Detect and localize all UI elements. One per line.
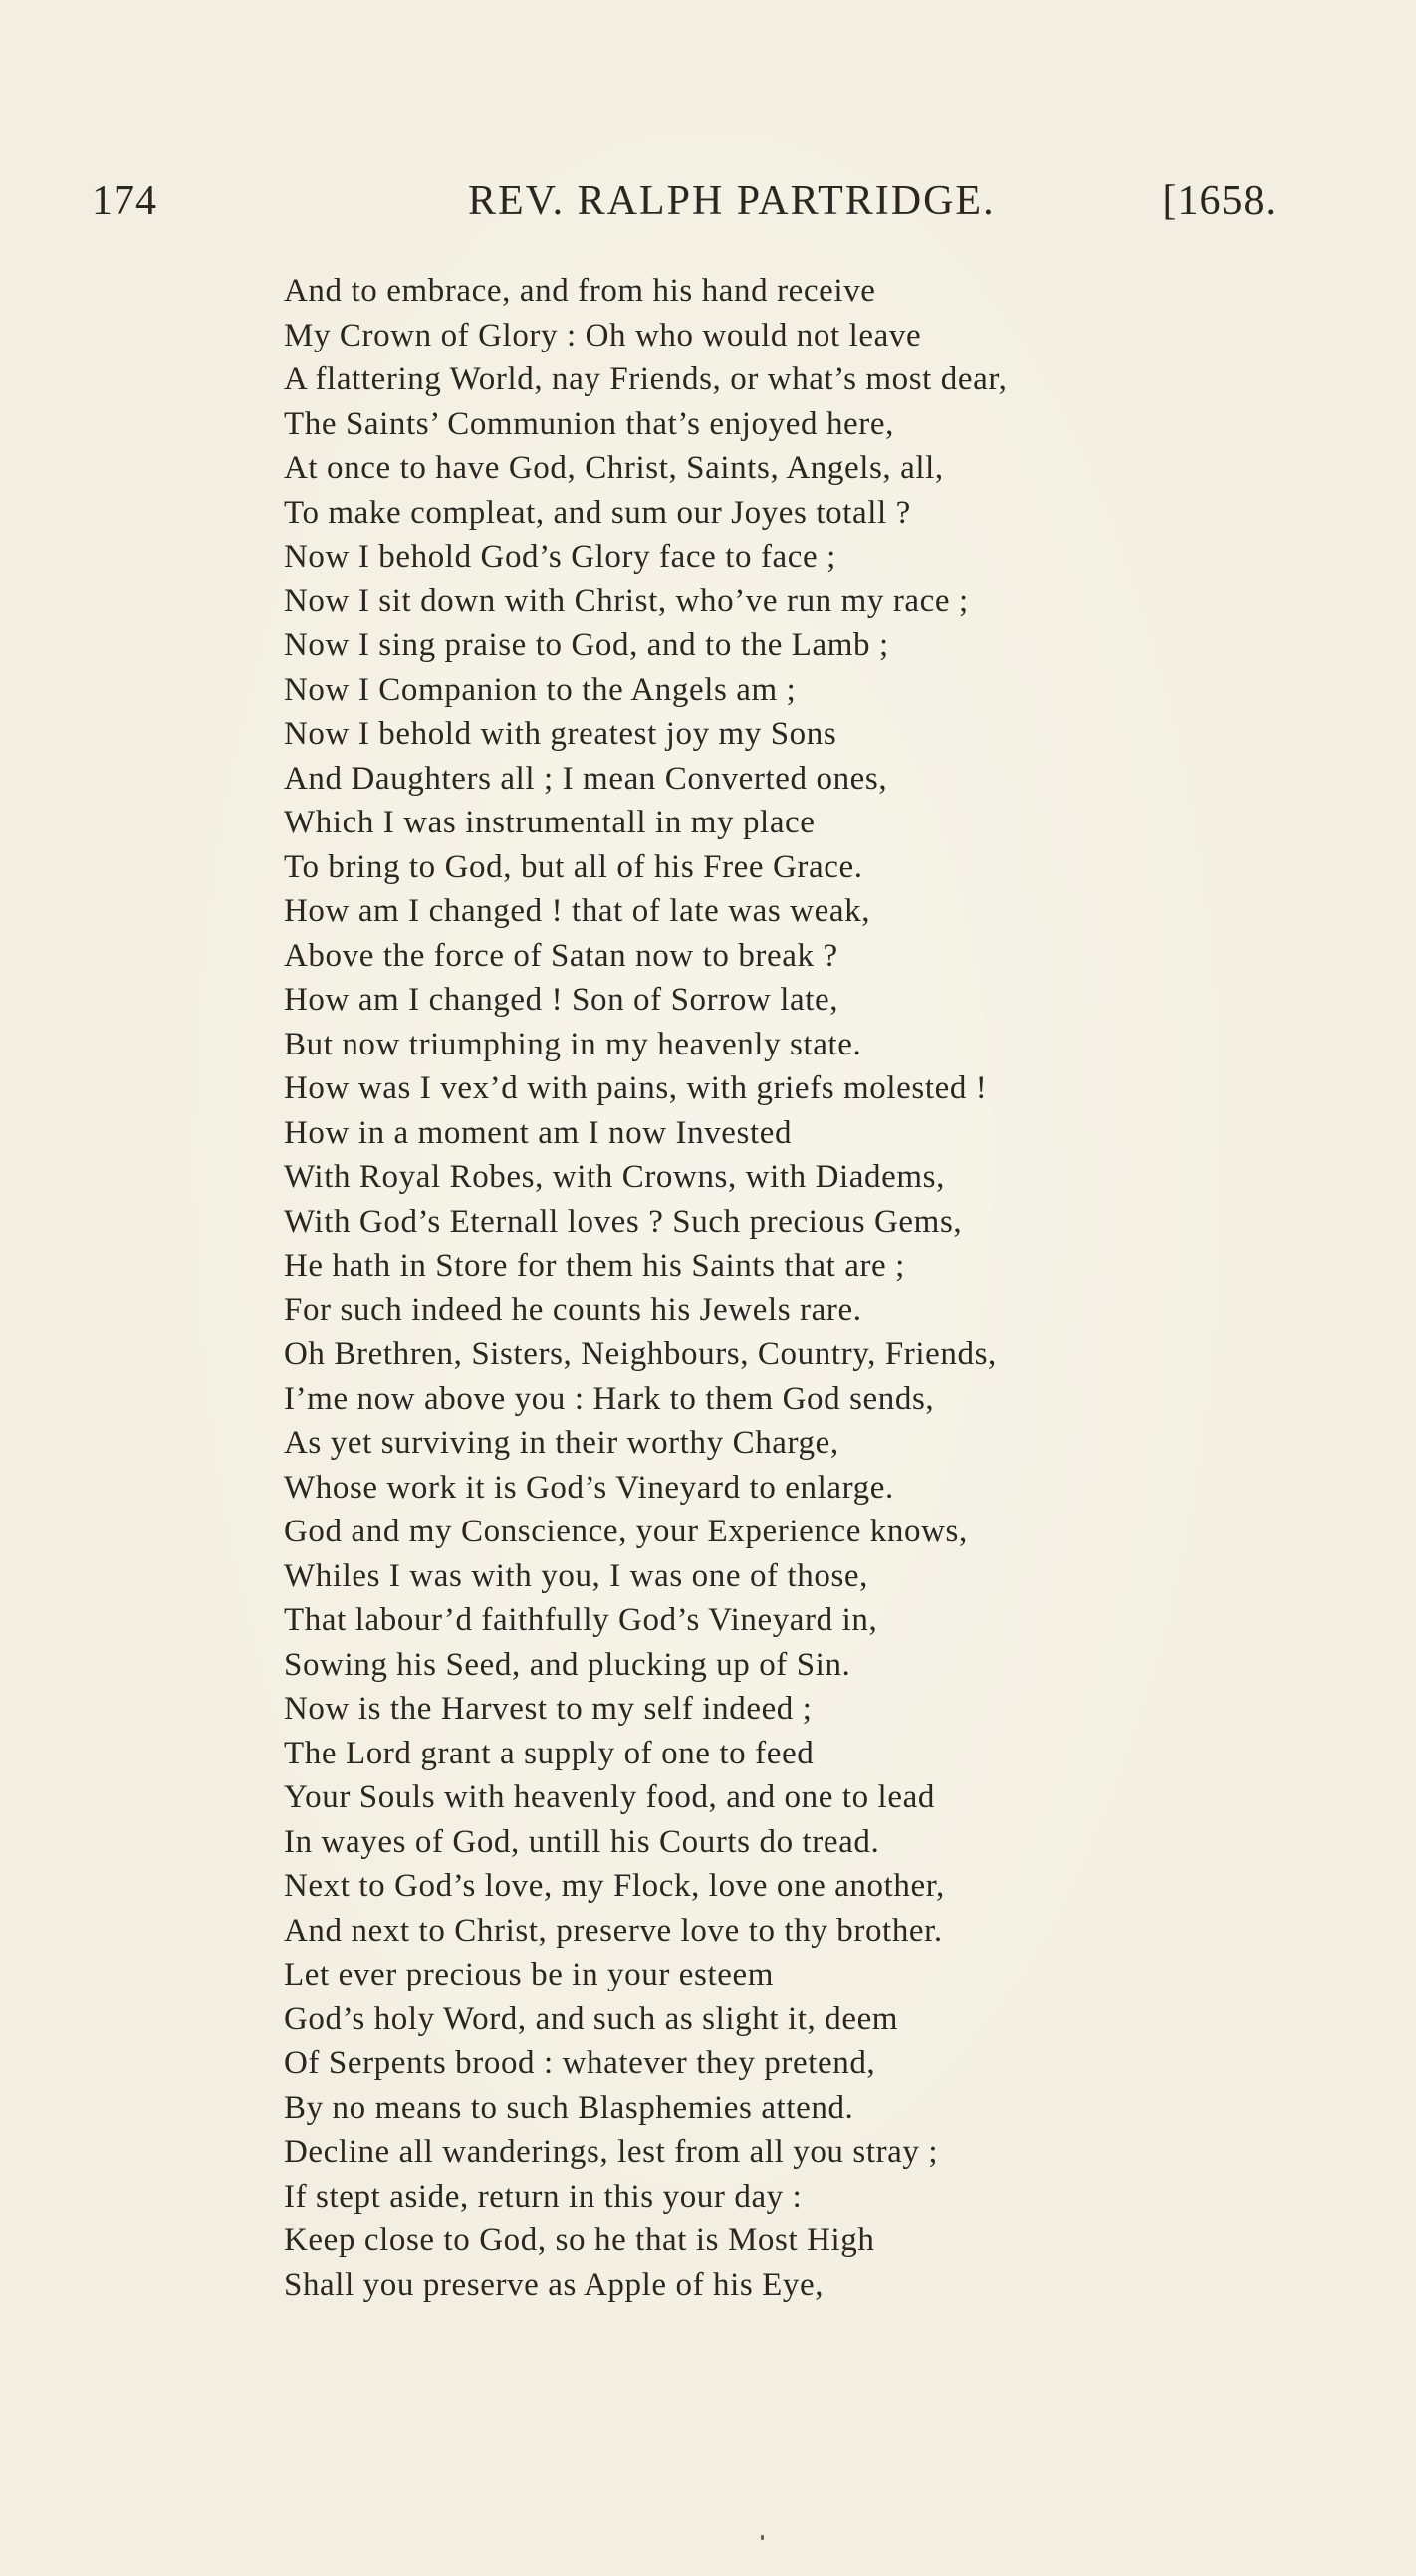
- poem-line: Now I sing praise to God, and to the Lamb ;: [284, 627, 889, 663]
- poem-line: I’me now above you : Hark to them God sends,: [284, 1380, 935, 1417]
- year-marker: [1658.: [1162, 178, 1277, 224]
- poem-line: God’s holy Word, and such as slight it, deem: [284, 2000, 899, 2037]
- poem-line: Now I behold God’s Glory face to face ;: [284, 539, 836, 575]
- poem-text: [284, 269, 1280, 2307]
- poem-line: How am I changed ! Son of Sorrow late,: [284, 982, 839, 1018]
- poem-line: That labour’d faithfully God’s Vineyard in,: [284, 1602, 878, 1638]
- poem-line: Let ever precious be in your esteem: [284, 1957, 774, 1992]
- page-header: [92, 177, 1277, 237]
- poem-line: To make compleat, and sum our Joyes totall ?: [284, 494, 911, 531]
- poem-line: For such indeed he counts his Jewels rare.: [284, 1291, 862, 1328]
- poem-line: With Royal Robes, with Crowns, with Diadems,: [284, 1159, 945, 1195]
- poem-line: If stept aside, return in this your day :: [284, 2178, 803, 2215]
- poem-line: In wayes of God, untill his Courts do tread.: [284, 1823, 880, 1860]
- poem-line: How am I changed ! that of late was weak,: [284, 893, 871, 929]
- poem-line: Whiles I was with you, I was one of those,: [284, 1557, 869, 1594]
- poem-line: Now I Companion to the Angels am ;: [284, 671, 797, 708]
- poem-line: Shall you preserve as Apple of his Eye,: [284, 2266, 825, 2303]
- poem-line: To bring to God, but all of his Free Grace.: [284, 848, 863, 885]
- poem-line: Now is the Harvest to my self indeed ;: [284, 1691, 813, 1727]
- poem-line: A flattering World, nay Friends, or what’s most dear,: [284, 361, 1008, 397]
- running-head: REV. RALPH PARTRIDGE.: [468, 178, 996, 224]
- poem-line: My Crown of Glory : Oh who would not leave: [284, 317, 922, 353]
- poem-line: Your Souls with heavenly food, and one to lead: [284, 1779, 935, 1815]
- poem-line: Of Serpents brood : whatever they pretend,: [284, 2045, 876, 2081]
- poem-line: With God’s Eternall loves ? Such precious Gems,: [284, 1203, 963, 1240]
- poem-line: The Lord grant a supply of one to feed: [284, 1735, 815, 1771]
- poem-line: God and my Conscience, your Experience knows,: [284, 1514, 968, 1549]
- poem-line: Above the force of Satan now to break ?: [284, 937, 838, 974]
- poem-line: Decline all wanderings, lest from all you stray ;: [284, 2134, 939, 2170]
- poem-line: Which I was instrumentall in my place: [284, 805, 816, 840]
- poem-line: Whose work it is God’s Vineyard to enlarge.: [284, 1469, 894, 1506]
- poem-line: At once to have God, Christ, Saints, Angels, all,: [284, 450, 944, 486]
- ink-speck: [761, 2535, 764, 2540]
- poem-line: The Saints’ Communion that’s enjoyed here,: [284, 405, 894, 442]
- poem-line: Keep close to God, so he that is Most High: [284, 2223, 875, 2258]
- poem-line: As yet surviving in their worthy Charge,: [284, 1425, 839, 1461]
- poem-line: By no means to such Blasphemies attend.: [284, 2089, 854, 2126]
- poem-line: How in a moment am I now Invested: [284, 1114, 793, 1151]
- poem-line: Oh Brethren, Sisters, Neighbours, Country, Friends,: [284, 1336, 997, 1372]
- poem-line: And Daughters all ; I mean Converted ones,: [284, 760, 888, 797]
- poem-line: Sowing his Seed, and plucking up of Sin.: [284, 1646, 851, 1683]
- poem-line: How was I vex’d with pains, with griefs molested !: [284, 1070, 988, 1106]
- poem-line: Now I behold with greatest joy my Sons: [284, 716, 837, 752]
- poem-line: Next to God’s love, my Flock, love one another,: [284, 1868, 945, 1904]
- page-number: 174: [92, 178, 157, 224]
- poem-line: Now I sit down with Christ, who’ve run my race ;: [284, 583, 969, 619]
- poem-line: And next to Christ, preserve love to thy brother.: [284, 1912, 943, 1949]
- poem-line: But now triumphing in my heavenly state.: [284, 1026, 862, 1062]
- poem-line: And to embrace, and from his hand receive: [284, 273, 876, 309]
- poem-line: He hath in Store for them his Saints that are ;: [284, 1248, 905, 1284]
